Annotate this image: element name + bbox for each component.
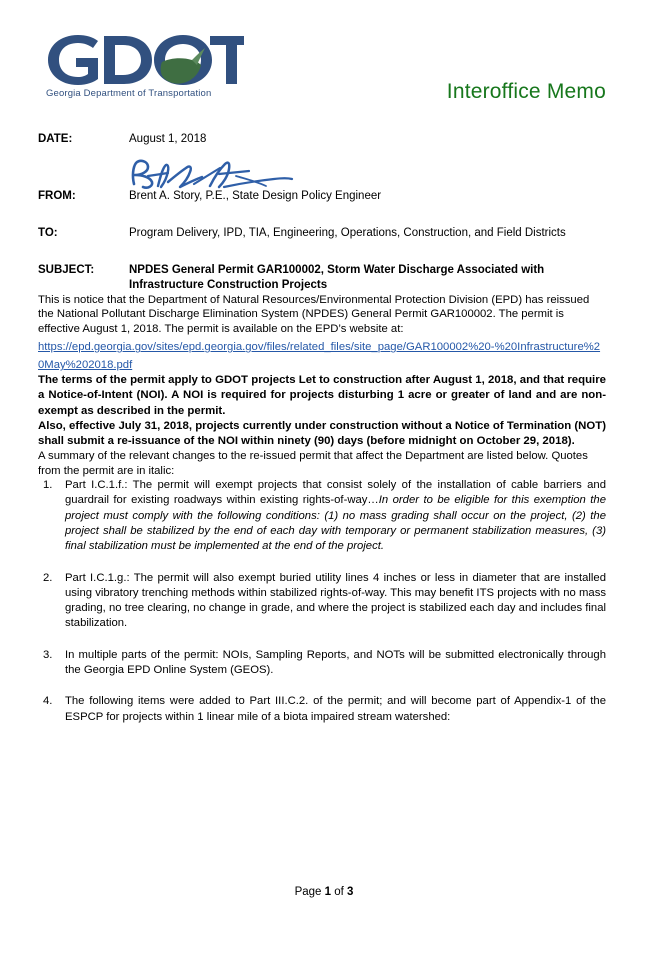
footer-page-total: 3 [347,886,354,898]
list-item [38,694,606,725]
list-item [38,478,606,554]
subject-label: SUBJECT: [38,264,95,276]
from-value: Brent A. Story, P.E., State Design Policy Engineer [129,190,382,202]
list-item-text [65,478,606,554]
list-item-number: 4. [43,695,53,708]
to-label: TO: [38,227,58,239]
summary-paragraph: A summary of the relevant changes to the re-issued permit that affect the Department are listed below. Quotes from the permit are in italic: [38,450,588,477]
subject-value: NPDES General Permit GAR100002, Storm Water Discharge Associated with Infrastructure Construction Projects [129,264,545,291]
footer-page-prefix: Page [294,886,322,898]
effective-paragraph: Also, effective July 31, 2018, projects currently under construction without a Notice of Termination (NOT) shall submit a re-issuance of the NOI within ninety (90) days (before midnight on October 29, 2018). [38,419,606,448]
gdot-logo [44,32,244,112]
from-label: FROM: [38,190,76,202]
list-item [38,648,606,679]
gdot-logo-icon [44,32,244,92]
meta-row-to [38,226,606,241]
list-item-text [65,648,606,679]
date-label: DATE: [38,133,73,145]
list-item-plain: Part I.C.1.g.: The permit will also exempt buried utility lines 4 inches or less in diameter that are installed using vibratory trenching methods within stabilized rights-of-way. This may benefit ITS projects with no mass grading, no tree clearing, no change in grade, and where the project is stabilized each day and includes final stabilization. [65,571,606,630]
list-item-text [65,571,606,632]
to-value: Program Delivery, IPD, TIA, Engineering, Operations, Construction, and Field Districts [129,227,566,239]
memo-meta-block [38,132,606,293]
permit-url-link[interactable]: https://epd.georgia.gov/sites/epd.georgia.gov/files/related_files/site_page/GAR100002%20-%20Infrastructure%20May%202018.pdf [38,341,601,372]
terms-paragraph: The terms of the permit apply to GDOT projects Let to construction after August 1, 2018, and that require a Notice-of-Intent (NOI). A NOI is required for projects disturbing 1 acre or greater of land and are non-exempt as described in the permit. [38,374,606,417]
gdot-logo-tagline: Georgia Department of Transportation [46,88,212,99]
document-header [0,0,648,118]
meta-row-date [38,132,606,147]
list-item-text [65,694,606,725]
list-item-number: 1. [43,479,53,492]
intro-paragraph: This is notice that the Department of Natural Resources/Environmental Protection Division (EPD) has reissued the National Pollutant Discharge Elimination System (NPDES) General Permit GAR100002. The permit is effective August 1, 2018. The permit is available on the EPD’s website at: [38,294,590,335]
memo-body [38,293,606,725]
permit-url-block [38,337,606,373]
list-item-plain: The following items were added to Part III.C.2. of the permit; and will become part of Appendix-1 of the ESPCP for projects within 1 linear mile of a biota impaired stream watershed: [65,695,606,723]
list-item-number: 2. [43,571,53,584]
list-item-italic: In order to be eligible for this exemption the project must comply with the following conditions: (1) no mass grading shall occur on the project, (2) the project shall be stabilized by the end of each day with temporary or permanent stabilization measures, (3) final stabilization must be implemented at the end of the project. [65,494,606,553]
footer-page-middle: of [334,886,344,898]
date-value: August 1, 2018 [129,133,207,145]
memo-title: Interoffice Memo [446,80,606,103]
list-item-plain: Part I.C.1.f.: The permit will exempt projects that consist solely of the installation of cable barriers and guardrail for existing roadways within existing rights-of-way… [65,479,606,507]
meta-row-subject [38,263,606,293]
list-item [38,571,606,632]
meta-row-from [38,189,606,204]
list-item-plain: In multiple parts of the permit: NOIs, Sampling Reports, and NOTs will be submitted electronically through the Georgia EPD Online System (GEOS). [65,648,606,677]
page-footer [0,886,648,898]
footer-page-current: 1 [324,886,332,898]
changes-list [38,478,606,725]
list-item-number: 3. [43,648,53,661]
